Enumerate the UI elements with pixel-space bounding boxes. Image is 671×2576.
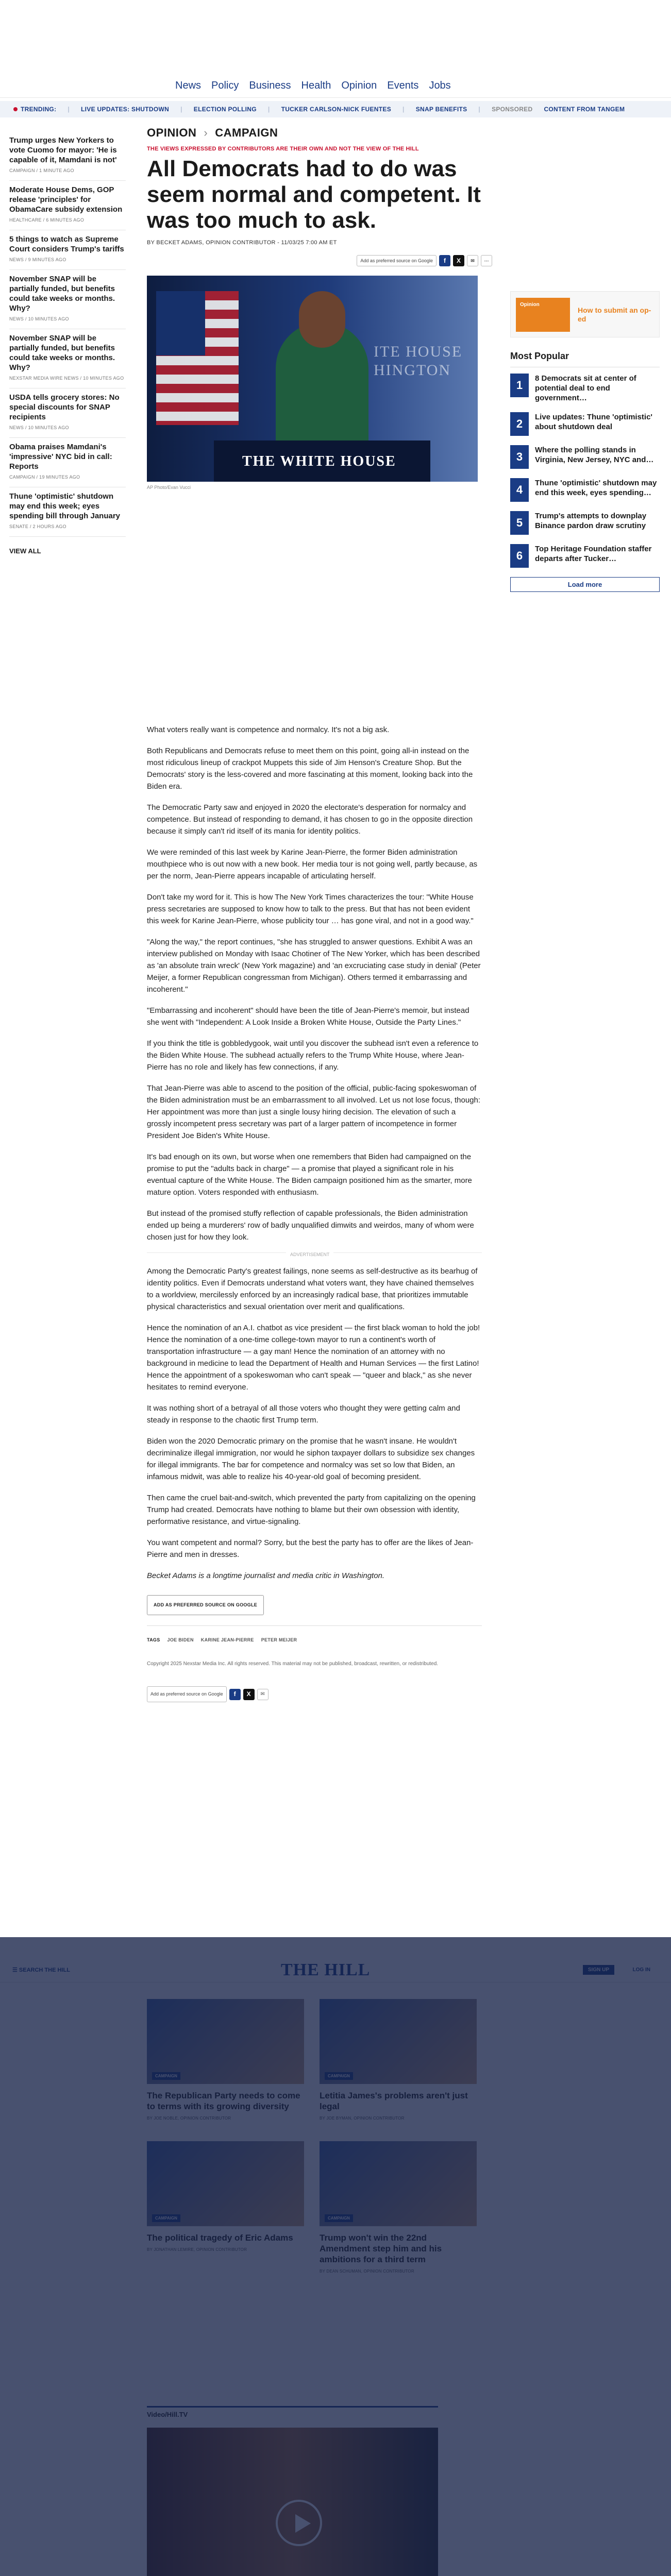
sidebar-story[interactable] xyxy=(9,329,126,388)
rank-badge: 4 xyxy=(510,478,529,502)
email-icon[interactable]: ✉ xyxy=(467,255,478,266)
popular-item-title[interactable]: 8 Democrats sit at center of potential deal to end government… xyxy=(535,374,636,402)
rank-badge: 1 xyxy=(510,374,529,397)
trending-item[interactable]: ELECTION POLLING xyxy=(193,106,257,113)
top-navigation xyxy=(0,0,671,98)
add-preferred-source-button[interactable]: ADD AS PREFERRED SOURCE ON GOOGLE xyxy=(147,1595,264,1615)
more-icon[interactable]: ⋯ xyxy=(481,255,492,266)
sidebar-story[interactable] xyxy=(9,181,126,230)
facebook-icon[interactable]: f xyxy=(439,255,450,266)
live-dot-icon xyxy=(13,107,18,111)
sidebar-story-meta: SENATE / 2 HOURS AGO xyxy=(9,524,66,529)
sidebar-story-title[interactable]: Trump urges New Yorkers to vote Cuomo for mayor: 'He is capable of it, Mamdani is not' xyxy=(9,136,117,164)
sidebar-story-meta: CAMPAIGN / 1 MINUTE AGO xyxy=(9,168,74,173)
sidebar-story-title[interactable]: Obama praises Mamdani's 'impressive' NYC bid in call: Reports xyxy=(9,443,112,471)
paragraph: The Democratic Party saw and enjoyed in 2020 the electorate's desperation for normalcy and competence. But instead of responding to demand, it has chosen to go in the opposite direction because it simply can't rid itself of its mania for identity politics. xyxy=(147,803,473,836)
google-preferred-button[interactable]: Add as preferred source on Google xyxy=(147,1686,227,1702)
tag-link[interactable]: JOE BIDEN xyxy=(167,1637,194,1642)
trending-bar xyxy=(0,101,671,117)
trending-label: TRENDING: xyxy=(13,106,56,113)
tag-link[interactable]: KARINE JEAN-PIERRE xyxy=(200,1637,254,1642)
sidebar-story-title[interactable]: Thune 'optimistic' shutdown may end this week; eyes spending bill through January xyxy=(9,492,121,520)
paragraph: Biden won the 2020 Democratic primary on the promise that he wasn't insane. He wouldn't decriminalize illegal immigration, nor would he siphon taxpayer dollars to subsidize sex changes for illegal immigrants. The bar for competence and normalcy was set so low that Biden, an infamous midwit, was able to realize his 40-year-old goal of becoming president. xyxy=(147,1437,475,1481)
speaker-head xyxy=(299,291,345,348)
facebook-icon[interactable]: f xyxy=(229,1689,241,1700)
paragraph: You want competent and normal? Sorry, but the best the party has to offer are the likes of Jean-Pierre and men in dresses. xyxy=(147,1538,474,1559)
paragraph: If you think the title is gobbledygook, wait until you discover the subhead isn't even a reference to the Biden White House. The subhead actually refers to the Trump White House, where Jean-Pierre has no role and likely has few connections, if any. xyxy=(147,1039,479,1072)
sidebar-story-meta: NEWS / 10 MINUTES AGO xyxy=(9,316,69,321)
article xyxy=(147,126,489,1698)
photo-background-text: ITE HOUSE HINGTON xyxy=(374,343,463,379)
hero-photo xyxy=(147,276,478,482)
sidebar-story-title[interactable]: USDA tells grocery stores: No special discounts for SNAP recipients xyxy=(9,393,120,421)
sidebar-story-meta: NEWS / 10 MINUTES AGO xyxy=(9,425,69,430)
rank-badge: 5 xyxy=(510,511,529,535)
divider: | xyxy=(478,106,481,113)
page-title: All Democrats had to do was seem normal and competent. It was too much to ask. xyxy=(147,156,481,233)
flag-canton xyxy=(156,291,205,355)
sidebar-story[interactable] xyxy=(9,270,126,329)
google-preferred-button[interactable]: Add as preferred source on Google xyxy=(357,255,437,266)
email-icon[interactable]: ✉ xyxy=(257,1689,269,1700)
view-all-link[interactable]: VIEW ALL xyxy=(9,547,41,555)
advertisement-label: ADVERTISEMENT xyxy=(286,1249,333,1261)
popular-item-title[interactable]: Where the polling stands in Virginia, New Jersey, NYC and… xyxy=(535,446,654,464)
sidebar-story-title[interactable]: November SNAP will be partially funded, but benefits could take weeks or months. Why? xyxy=(9,275,115,313)
right-rail xyxy=(510,291,660,592)
paragraph: "Embarrassing and incoherent" should have been the title of Jean-Pierre's memoir, but instead she went with "Independent: A Look Inside a Broken White House, Outside the Party Lines." xyxy=(147,1006,469,1027)
nav-link-health[interactable]: Health xyxy=(301,80,331,91)
sidebar-story-meta: CAMPAIGN / 19 MINUTES AGO xyxy=(9,474,80,480)
latest-news-sidebar xyxy=(9,131,126,555)
divider: | xyxy=(267,106,270,113)
paragraph: We were reminded of this last week by Karine Jean-Pierre, the former Biden administration mouthpiece who is out now with a new book. Her media tour is not going well, partly because, as per the norm, Jean-Pierre appears incapable of articulating herself. xyxy=(147,848,478,880)
breadcrumb-opinion[interactable]: OPINION xyxy=(147,126,197,139)
popular-item[interactable] xyxy=(510,544,660,568)
modal-backdrop[interactable] xyxy=(0,1937,671,2576)
byline: BY BECKET ADAMS, OPINION CONTRIBUTOR - 11/03/25 7:00 AM ET xyxy=(147,240,337,246)
hero-image xyxy=(147,255,478,626)
paragraph: But instead of the promised stuffy reflection of capable professionals, the Biden administration ended up being a murderers' row of badly unqualified dimwits and weirdos, many of whom were chosen just for how they look. xyxy=(147,1209,474,1242)
sidebar-story-title[interactable]: 5 things to watch as Supreme Court considers Trump's tariffs xyxy=(9,235,124,253)
rank-badge: 3 xyxy=(510,445,529,469)
opinion-badge: Opinion xyxy=(516,298,570,332)
divider: | xyxy=(180,106,182,113)
rank-badge: 2 xyxy=(510,412,529,436)
sidebar-story[interactable] xyxy=(9,388,126,438)
author-bio: Becket Adams is a longtime journalist and media critic in Washington. xyxy=(147,1571,385,1580)
sidebar-story[interactable] xyxy=(9,438,126,487)
x-icon[interactable]: X xyxy=(453,255,464,266)
popular-item-title[interactable]: Trump's attempts to downplay Binance pardon draw scrutiny xyxy=(535,512,647,530)
share-bar-bottom xyxy=(147,1686,482,1702)
sidebar-story-title[interactable]: Moderate House Dems, GOP release 'principles' for ObamaCare subsidy extension xyxy=(9,185,123,214)
sidebar-story[interactable] xyxy=(9,487,126,537)
nav-link-opinion[interactable]: Opinion xyxy=(341,80,377,91)
popular-item[interactable] xyxy=(510,511,660,535)
photo-credit: AP Photo/Evan Vucci xyxy=(147,485,191,490)
sponsored-label: SPONSORED xyxy=(492,106,533,113)
submit-op-ed-link[interactable]: How to submit an op-ed xyxy=(578,306,651,323)
paragraph: Don't take my word for it. This is how The New York Times characterizes the tour: "White House press secretaries are supposed to know how to talk to the press. But that has not been evident this week for Karine Jean-Pierre, whose publicity tour … has gone viral, and not in a good way." xyxy=(147,893,474,925)
trending-item[interactable]: LIVE UPDATES: SHUTDOWN xyxy=(81,106,170,113)
popular-item[interactable] xyxy=(510,478,660,502)
popular-item[interactable] xyxy=(510,412,660,436)
nav-link-news[interactable]: News xyxy=(175,80,202,91)
chevron-right-icon: › xyxy=(204,126,208,139)
nav-link-policy[interactable]: Policy xyxy=(211,80,239,91)
popular-item[interactable] xyxy=(510,445,660,469)
popular-item-title[interactable]: Live updates: Thune 'optimistic' about shutdown deal xyxy=(535,413,652,431)
tags-label: TAGS xyxy=(147,1637,160,1642)
paragraph: Then came the cruel bait-and-switch, which prevented the party from capitalizing on the opening Trump had created. Democrats have nothing to blame but their own obsession with identity, performative resistance, and virtue-signaling. xyxy=(147,1494,476,1526)
divider: | xyxy=(68,106,70,113)
nav-link-jobs[interactable]: Jobs xyxy=(429,80,451,91)
tag-link[interactable]: PETER MEIJER xyxy=(261,1637,297,1642)
nav-link-events[interactable]: Events xyxy=(387,80,419,91)
tags-row xyxy=(147,1625,482,1646)
opinion-disclaimer: THE VIEWS EXPRESSED BY CONTRIBUTORS ARE THEIR OWN AND NOT THE VIEW OF THE HILL xyxy=(147,146,419,152)
article-body xyxy=(147,724,482,1702)
sidebar-story[interactable] xyxy=(9,131,126,181)
paragraph: Among the Democratic Party's greatest failings, none seems as self-destructive as its bearhug of identity politics. Even if Democrats understand what voters want, they have chained themselves to a worldview, mercilessly enforced by an increasingly radical base, that prioritizes immutable physical characteristics and sexual orientation over merit and qualifications. xyxy=(147,1267,478,1311)
paragraph: What voters really want is competence and normalcy. It's not a big ask. xyxy=(147,725,390,734)
popular-item[interactable] xyxy=(510,374,660,403)
paragraph: It's bad enough on its own, but worse when one remembers that Biden had campaigned on the promise to put the "adults back in charge" — a promise that played a significant role in his eventual capture of the White House. The Biden campaign positioned him as the smarter, more mature option. Voters responded with enthusiasm. xyxy=(147,1153,472,1197)
sidebar-story-meta: HEALTHCARE / 6 MINUTES AGO xyxy=(9,217,85,223)
breadcrumb xyxy=(147,126,487,140)
rank-badge: 6 xyxy=(510,544,529,568)
x-icon[interactable]: X xyxy=(243,1689,255,1700)
trending-item[interactable]: TUCKER CARLSON-NICK FUENTES xyxy=(281,106,392,113)
nav-link-business[interactable]: Business xyxy=(249,80,291,91)
sidebar-story-title[interactable]: November SNAP will be partially funded, but benefits could take weeks or months. Why? xyxy=(9,334,115,372)
paragraph: "Along the way," the report continues, "she has struggled to answer questions. Exhibit A was an interview published on Monday with Isaac Chotiner of The New Yorker, which has been described as 'an absolute train wreck' (New York magazine) and 'an excruciating case study in denial' (Peter Meijer, a former Republican congressman from Michigan). Others termed it embarrassing and incoherent." xyxy=(147,938,481,994)
sidebar-story-meta: NEXSTAR MEDIA WIRE NEWS / 10 MINUTES AGO xyxy=(9,376,124,381)
divider: | xyxy=(402,106,405,113)
podium-text: THE WHITE HOUSE xyxy=(242,453,396,469)
popular-item-title[interactable]: Thune 'optimistic' shutdown may end this week, eyes spending… xyxy=(535,479,657,497)
main-nav-links xyxy=(175,80,451,92)
sponsored-item[interactable]: CONTENT FROM TANGEM xyxy=(544,106,625,113)
paragraph: That Jean-Pierre was able to ascend to the position of the official, public-facing spokeswoman of the Biden administration must be an embarrassment to all involved. Let us not lose focus, though: Her appointment was more than just a single lousy hiring decision. The elevation of such a grossly incompetent press secretary was part of a larger pattern of incompetence in former President Joe Biden's White House. xyxy=(147,1084,481,1140)
copyright-notice: Copyright 2025 Nexstar Media Inc. All rights reserved. This material may not be published, broadcast, rewritten, or redistributed. xyxy=(147,1661,439,1667)
paragraph: Hence the nomination of an A.I. chatbot as vice president — the first black woman to hold the job! Hence the nomination of a one-time college-town mayor to run a continent's worth of transportation infrastructure — a gay man! Hence the nomination of an attorney with no background in medicine to lead the Department of Health and Human Services — the first Latino! Hence the appointment of a spokeswoman who can't speak — "queer and black," as she never hesitates to remind everyone. xyxy=(147,1324,480,1392)
submit-op-ed-promo[interactable] xyxy=(510,291,660,337)
trending-item[interactable]: SNAP BENEFITS xyxy=(415,106,467,113)
popular-item-title[interactable]: Top Heritage Foundation staffer departs after Tucker… xyxy=(535,545,652,563)
paragraph: It was nothing short of a betrayal of all those voters who thought they were getting calm and steady in response to the chaotic first Trump term. xyxy=(147,1404,460,1425)
paragraph: Both Republicans and Democrats refuse to meet them on this point, going all-in instead on the most ridiculous lineup of crackpot Muppets this side of Jim Henson's Creature Shop. But the Democrats' story is the less-covered and more fascinating at this moment, looking back into the Biden era. xyxy=(147,747,473,791)
breadcrumb-campaign[interactable]: CAMPAIGN xyxy=(215,126,278,139)
most-popular-title: Most Popular xyxy=(510,351,660,367)
sidebar-story[interactable] xyxy=(9,230,126,270)
sidebar-story-meta: NEWS / 9 MINUTES AGO xyxy=(9,257,66,262)
load-more-button[interactable]: Load more xyxy=(510,577,660,592)
advertisement-divider xyxy=(147,1252,482,1257)
